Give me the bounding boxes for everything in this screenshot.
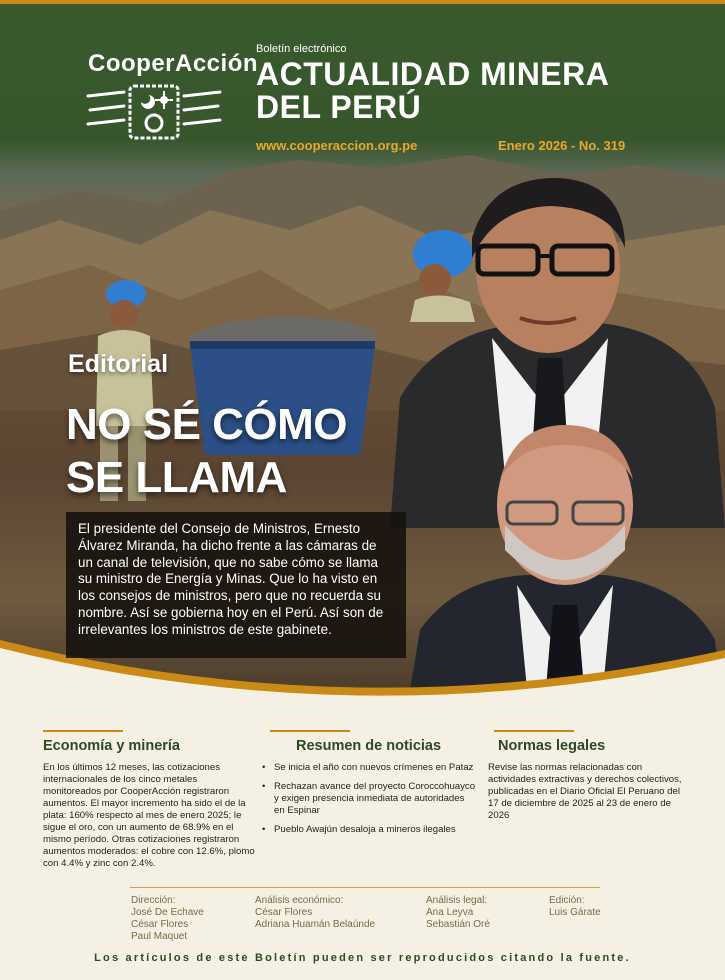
- bullet-icon: •: [262, 762, 266, 773]
- bullet-icon: •: [262, 781, 266, 792]
- list-item[interactable]: [262, 762, 477, 774]
- section-title-noticias[interactable]: Resumen de noticias: [296, 738, 442, 754]
- news-list: [262, 762, 477, 836]
- bullet-icon: •: [262, 824, 266, 835]
- title-line-1: ACTUALIDAD MINERA: [256, 56, 610, 92]
- section-rule: [43, 730, 123, 732]
- credit-role: Dirección:: [131, 895, 176, 906]
- credit-analisis-economico: [255, 895, 375, 931]
- top-accent-bar: [0, 0, 725, 4]
- bulletin-label: Boletín electrónico: [256, 43, 347, 55]
- section-rule: [270, 730, 350, 732]
- editorial-summary-box: [66, 512, 406, 658]
- credit-name: Sebastián Oré: [426, 919, 490, 930]
- credit-name: César Flores: [131, 919, 189, 930]
- section-text-normas: Revise las normas relacionadas con actividades extractivas y derechos colectivos, publicadas en el Diario Oficial El Peruano del 17 de diciembre de 2025 al 23 de enero de 2026: [488, 762, 682, 821]
- publication-title: [256, 58, 686, 124]
- list-item[interactable]: [262, 781, 477, 817]
- editorial-label: Editorial: [68, 350, 169, 378]
- section-normas: [488, 730, 683, 822]
- news-item-text: Pueblo Awajún desaloja a mineros ilegales: [274, 824, 456, 835]
- section-title-normas[interactable]: Normas legales: [498, 738, 606, 754]
- credit-role: Análisis económico:: [255, 895, 344, 906]
- credit-analisis-legal: [426, 895, 490, 931]
- credit-name: Adriana Huamán Belaúnde: [255, 919, 376, 930]
- list-item[interactable]: [262, 824, 477, 836]
- cooperaccion-logo-icon: [86, 82, 222, 144]
- credit-role: Análisis legal:: [426, 895, 488, 906]
- credit-name: José De Echave: [131, 907, 204, 918]
- headline-line-2: SE LLAMA: [66, 453, 287, 502]
- credit-name: César Flores: [255, 907, 313, 918]
- credit-direccion: [131, 895, 204, 943]
- credit-role: Edición:: [549, 895, 585, 906]
- section-economia: [43, 730, 255, 870]
- news-item-text: Se inicia el año con nuevos crímenes en Pataz: [274, 762, 474, 773]
- section-text-economia: En los últimos 12 meses, las cotizaciones internacionales de los cinco metales monitoreados por CooperAcción registraron aumentos. El mayor incremento ha sido el de la plata: 160% respecto al mes de enero 2025; le sigue el oro, con un aumento de 68.9% en el mismo período. Otras cotizaciones registraron aumentos moderados: el cobre con 12.6%, plomo con 4.4% y zinc con 2.4%.: [43, 762, 255, 869]
- credit-name: Luis Gárate: [549, 907, 601, 918]
- credit-edicion: [549, 895, 601, 919]
- section-rule: [494, 730, 574, 732]
- editorial-summary: El presidente del Consejo de Ministros, Ernesto Álvarez Miranda, ha dicho frente a las cámaras de un canal de televisión, que no sabe cómo se llama su ministro de Energía y Minas. Que lo ha visto en los consejos de ministros, pero que no recuerda su nombre. Así se gobierna hoy en el Perú. Así son de irrelevantes los ministros de este gabinete.: [78, 521, 384, 637]
- footer-note: Los artículos de este Boletín pueden ser reproducidos citando la fuente.: [94, 952, 631, 964]
- issue-number: Enero 2026 - No. 319: [498, 138, 626, 153]
- editorial-headline: [66, 398, 406, 504]
- credit-name: Ana Leyva: [426, 907, 474, 918]
- website-link[interactable]: www.cooperaccion.org.pe: [256, 138, 418, 153]
- cooperaccion-logo-text: CooperAcción: [88, 50, 259, 77]
- news-item-text: Rechazan avance del proyecto Coroccohuayco y exigen presencia inmediata de autoridades en Espinar: [274, 781, 476, 816]
- credits-divider: [130, 887, 600, 888]
- section-title-economia[interactable]: Economía y minería: [43, 738, 180, 754]
- headline-line-1: NO SÉ CÓMO: [66, 400, 348, 449]
- title-line-2: DEL PERÚ: [256, 89, 422, 125]
- credit-name: Paul Maquet: [131, 931, 188, 942]
- section-noticias: [262, 730, 477, 843]
